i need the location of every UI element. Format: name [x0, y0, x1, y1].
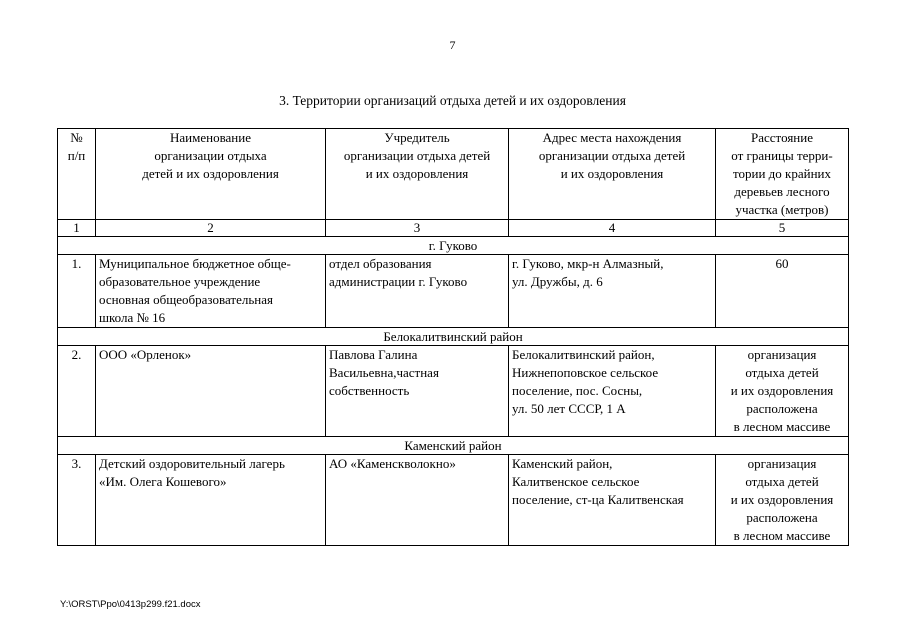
column-number: 1: [58, 220, 96, 237]
section-title: 3. Территории организаций отдыха детей и их оздоровления: [279, 93, 626, 108]
table-row: [58, 455, 849, 546]
region-row: [58, 437, 849, 455]
column-number: 3: [326, 220, 509, 237]
table-row: [58, 346, 849, 437]
territories-table: [57, 128, 849, 546]
address: Каменский район, Калитвенское сельское поселение, ст-ца Калитвенская: [509, 455, 716, 546]
founder: АО «Каменскволокно»: [326, 455, 509, 546]
column-number: 4: [509, 220, 716, 237]
organization-name: Муниципальное бюджетное обще- образовательное учреждение основная общеобразовательная школа № 16: [96, 255, 326, 328]
distance: 60: [716, 255, 849, 328]
page-number: 7: [449, 38, 456, 52]
header-number: № п/п: [58, 129, 96, 220]
organization-name: Детский оздоровительный лагерь «Им. Олега Кошевого»: [96, 455, 326, 546]
table-header-row: [58, 129, 849, 220]
founder: Павлова Галина Васильевна,частная собственность: [326, 346, 509, 437]
region-row: [58, 237, 849, 255]
region-name: г. Гуково: [58, 237, 849, 255]
row-number: 3.: [58, 455, 96, 546]
organization-name: ООО «Орленок»: [96, 346, 326, 437]
distance: организация отдыха детей и их оздоровления расположена в лесном массиве: [716, 346, 849, 437]
region-row: [58, 328, 849, 346]
header-organization-name: Наименование организации отдыха детей и их оздоровления: [96, 129, 326, 220]
table-row: [58, 255, 849, 328]
header-distance: Расстояние от границы терри- тории до крайних деревьев лесного участка (метров): [716, 129, 849, 220]
address: г. Гуково, мкр-н Алмазный, ул. Дружбы, д. 6: [509, 255, 716, 328]
document-file-path: Y:\ORST\Ppo\0413p299.f21.docx: [60, 599, 201, 610]
address: Белокалитвинский район, Нижнепоповское сельское поселение, пос. Сосны, ул. 50 лет СССР, 1 А: [509, 346, 716, 437]
row-number: 2.: [58, 346, 96, 437]
column-number: 2: [96, 220, 326, 237]
distance: организация отдыха детей и их оздоровления расположена в лесном массиве: [716, 455, 849, 546]
header-address: Адрес места нахождения организации отдыха детей и их оздоровления: [509, 129, 716, 220]
row-number: 1.: [58, 255, 96, 328]
region-name: Белокалитвинский район: [58, 328, 849, 346]
region-name: Каменский район: [58, 437, 849, 455]
column-number-row: [58, 220, 849, 237]
founder: отдел образования администрации г. Гуково: [326, 255, 509, 328]
column-number: 5: [716, 220, 849, 237]
header-founder: Учредитель организации отдыха детей и их оздоровления: [326, 129, 509, 220]
